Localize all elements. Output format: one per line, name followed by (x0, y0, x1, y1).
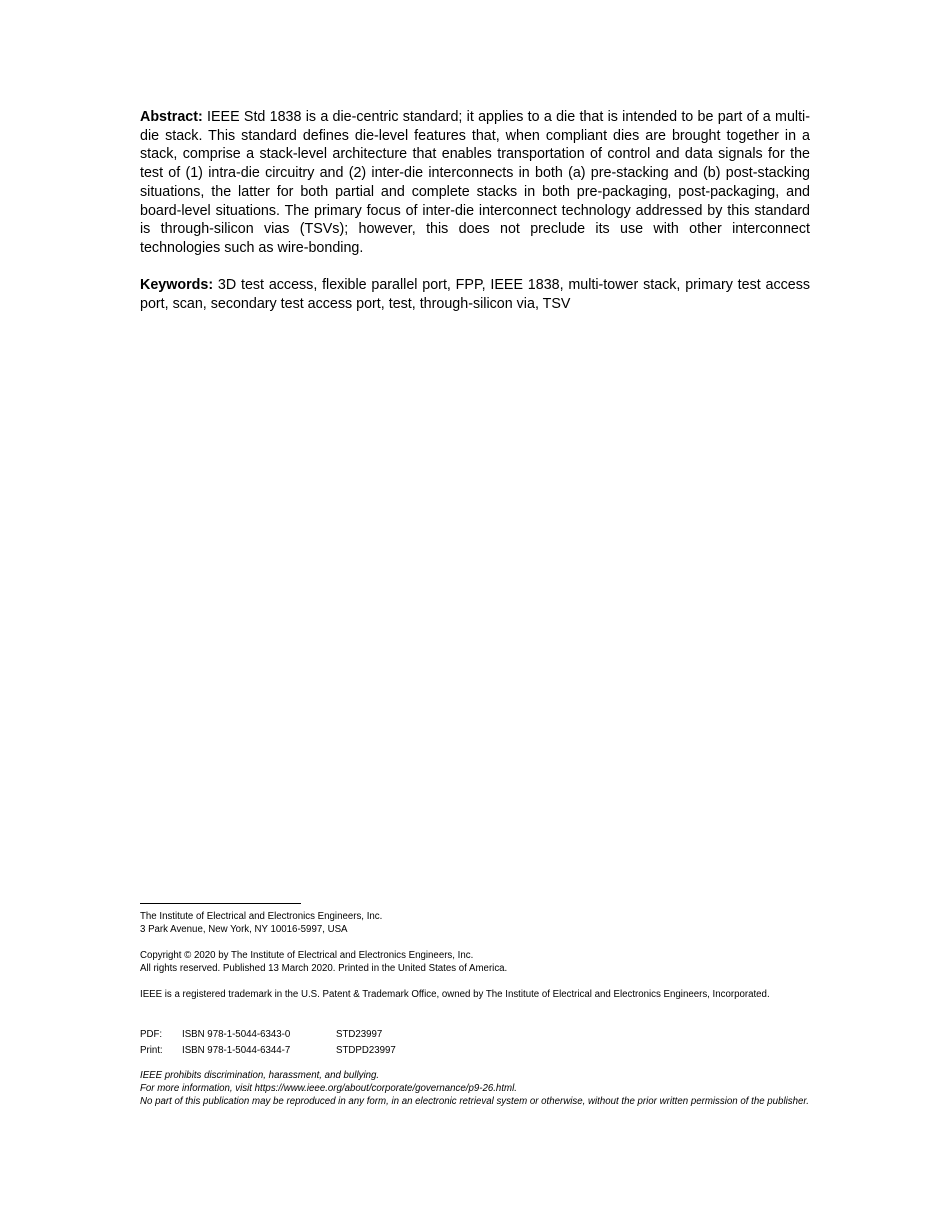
isbn-number: ISBN 978-1-5044-6343-0 (182, 1029, 291, 1040)
abstract-paragraph (140, 108, 810, 258)
trademark-notice: IEEE is a registered trademark in the U.S. Patent & Trademark Office, owned by The Institute of Electrical and Electronics Engineers, Incorporated. (140, 989, 770, 1000)
governance-link-notice: For more information, visit https://www.ieee.org/about/corporate/governance/p9-26.html. (140, 1083, 517, 1094)
abstract-label: Abstract: (140, 109, 203, 125)
isbn-format: PDF: (140, 1029, 163, 1040)
copyright-block (140, 949, 812, 975)
isbn-code: STDPD23997 (336, 1044, 396, 1056)
keywords-label: Keywords: (140, 277, 214, 293)
publisher-name: The Institute of Electrical and Electronics Engineers, Inc. (140, 911, 383, 922)
publisher-address: 3 Park Avenue, New York, NY 10016-5997, USA (140, 924, 348, 935)
isbn-format: Print: (140, 1044, 163, 1056)
keywords-paragraph (140, 276, 810, 313)
isbn-row-print (140, 1043, 396, 1059)
isbn-number: ISBN 978-1-5044-6344-7 (182, 1044, 291, 1056)
rights-notice: All rights reserved. Published 13 March 2020. Printed in the United States of America. (140, 963, 508, 974)
copyright-notice: Copyright © 2020 by The Institute of Electrical and Electronics Engineers, Inc. (140, 950, 474, 961)
reproduction-notice: No part of this publication may be reproduced in any form, in an electronic retrieval system or otherwise, without the prior written permission of the publisher. (140, 1096, 809, 1107)
publisher-block (140, 910, 812, 936)
isbn-table (140, 1027, 396, 1058)
isbn-row-pdf (140, 1027, 396, 1043)
isbn-code: STD23997 (336, 1029, 383, 1040)
legal-notice-block (140, 1069, 812, 1108)
discrimination-notice: IEEE prohibits discrimination, harassment, and bullying. (140, 1070, 380, 1081)
footnote-divider (140, 903, 301, 904)
keywords-text: 3D test access, flexible parallel port, FPP, IEEE 1838, multi-tower stack, primary test access port, scan, secondary test access port, test, through-silicon via, TSV (140, 277, 810, 312)
abstract-text: IEEE Std 1838 is a die-centric standard; it applies to a die that is intended to be part of a multi-die stack. This standard defines die-level features that, when compliant dies are brought together in a stack, comprise a stack-level architecture that enables transportation of control and data signals for the test of (1) intra-die circuitry and (2) inter-die interconnects in both (a) pre-stacking and (b) post-stacking situations, the latter for both partial and complete stacks in both pre-packaging, post-packaging, and board-level situations. The primary focus of inter-die interconnect technology addressed by this standard is through-silicon vias (TSVs); however, this does not preclude its use with other interconnect technologies such as wire-bonding. (140, 109, 810, 256)
